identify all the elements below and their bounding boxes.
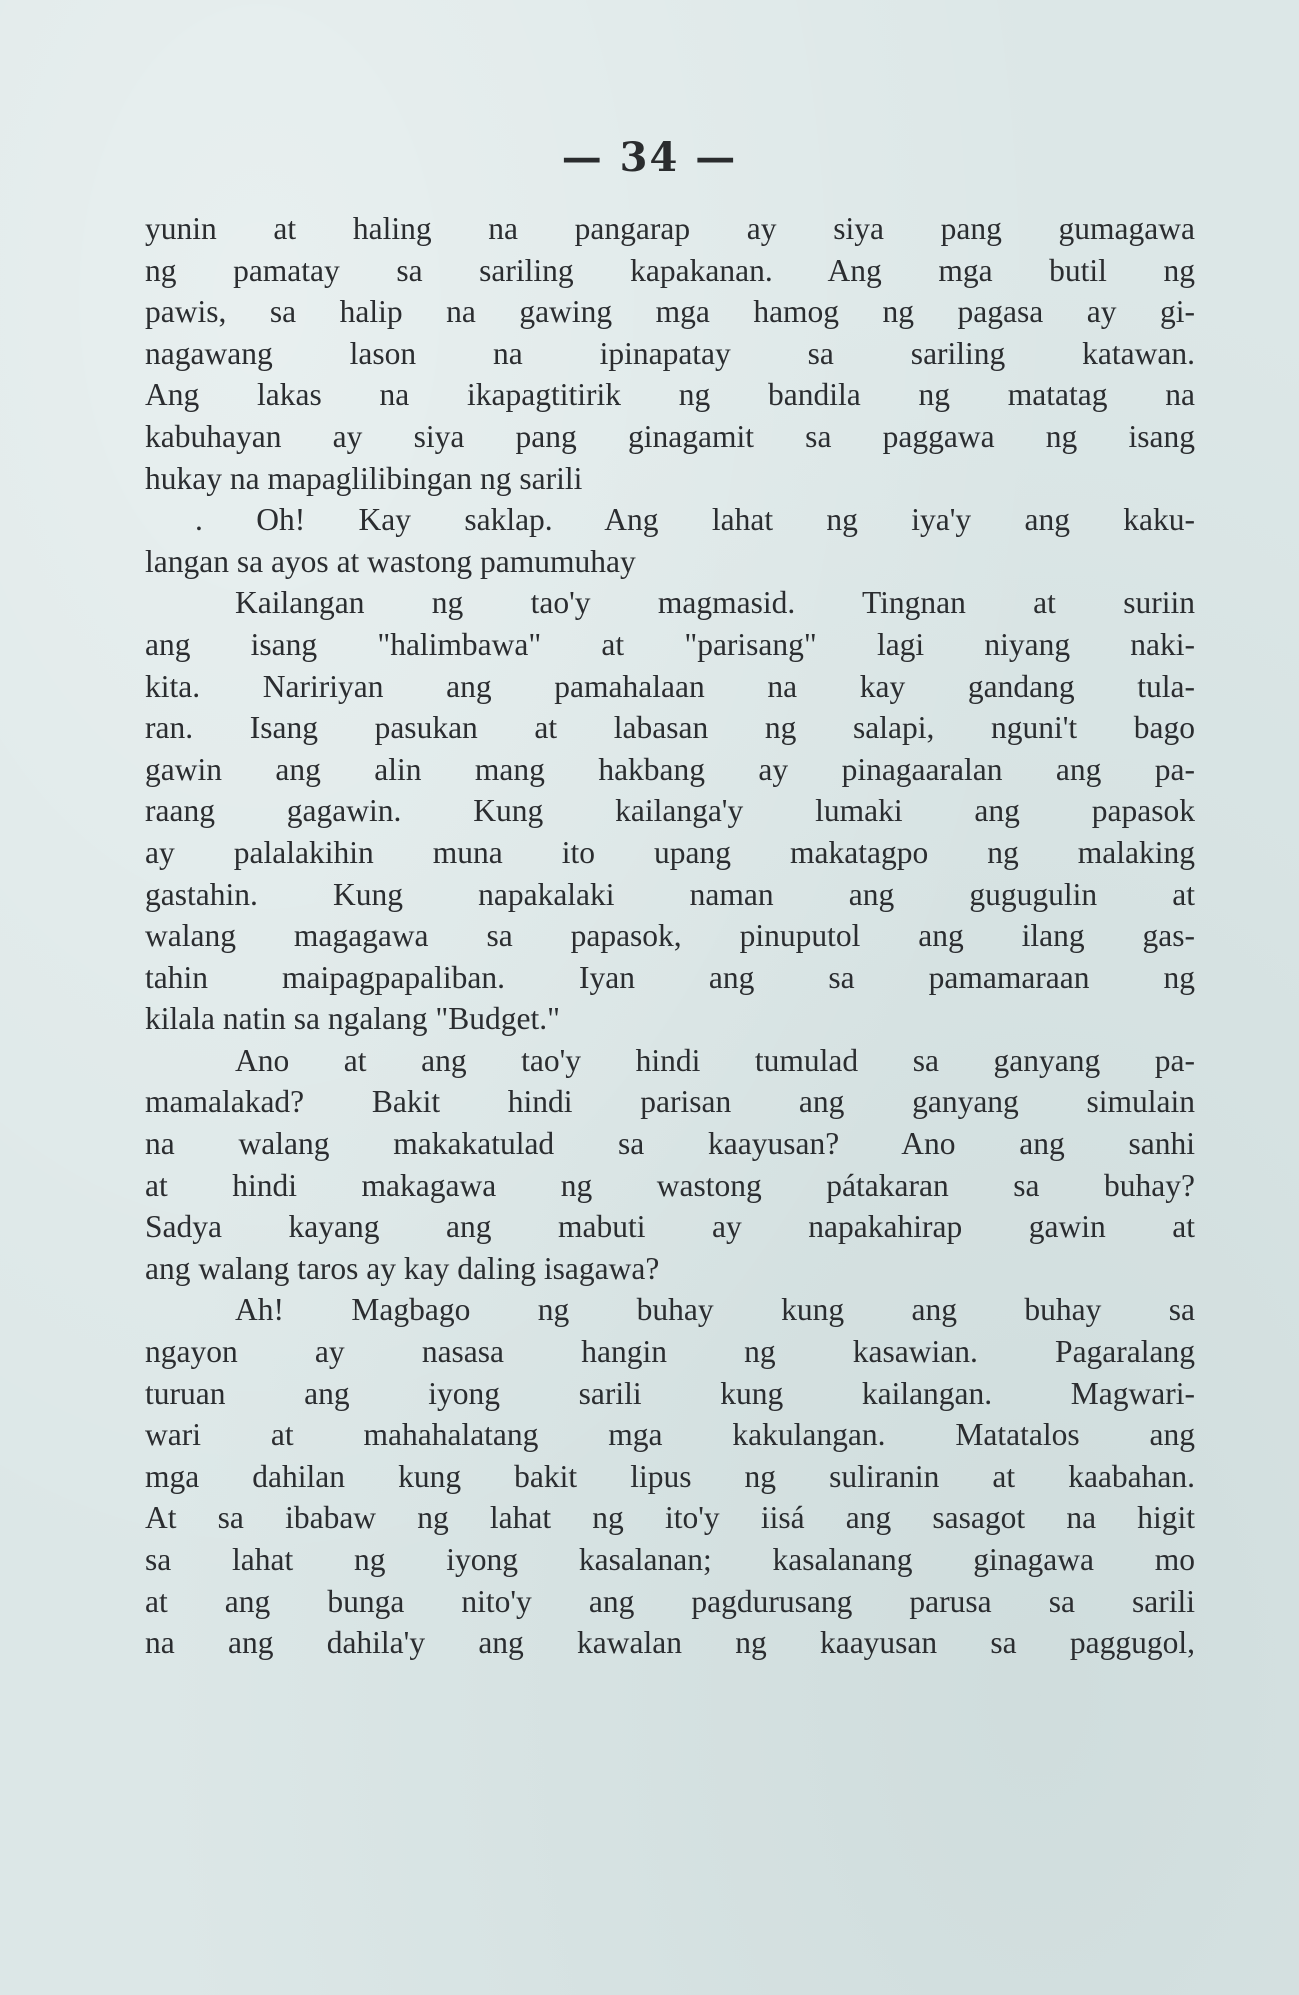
body-text [145,208,1195,1664]
text-line: ang isang "halimbawa" at "parisang" lagi niyang naki- [145,626,1195,662]
text-line: na walang makakatulad sa kaayusan? Ano ang sanhi [145,1126,1195,1162]
text-line: Ah! Magbago ng buhay kung ang buhay sa [235,1292,1195,1328]
text-line: nagawang lason na ipinapatay sa sariling katawan. [145,335,1195,371]
text-line: At sa ibabaw ng lahat ng ito'y iisá ang sasagot na higit [145,1500,1195,1536]
text-line: gastahin. Kung napakalaki naman ang gugugulin at [145,876,1195,912]
text-line: walang magagawa sa papasok, pinuputol ang ilang gas- [145,918,1195,954]
text-line: na ang dahila'y ang kawalan ng kaayusan sa paggugol, [145,1625,1195,1661]
text-line: Sadya kayang ang mabuti ay napakahirap gawin at [145,1209,1195,1245]
text-line: ay palalakihin muna ito upang makatagpo ng malaking [145,834,1195,870]
text-line: kabuhayan ay siya pang ginagamit sa paggawa ng isang [145,418,1195,454]
text-line: ang walang taros ay kay daling isagawa? [145,1250,660,1286]
text-line: at hindi makagawa ng wastong pátakaran sa buhay? [145,1167,1195,1203]
text-line: . Oh! Kay saklap. Ang lahat ng iya'y ang kaku- [195,502,1195,538]
text-line: kita. Naririyan ang pamahalaan na kay gandang tula- [145,668,1195,704]
text-line: mga dahilan kung bakit lipus ng suliranin at kaabahan. [145,1458,1195,1494]
text-line: sa lahat ng iyong kasalanan; kasalanang ginagawa mo [145,1542,1195,1577]
text-line: mamalakad? Bakit hindi parisan ang ganyang simulain [145,1084,1195,1120]
text-line: hukay na mapaglilibingan ng sarili [145,460,583,496]
text-line: Kailangan ng tao'y magmasid. Tingnan at suriin [235,585,1195,621]
text-line: wari at mahahalatang mga kakulangan. Matatalos ang [145,1417,1195,1453]
text-line: kilala natin sa ngalang "Budget." [145,1001,560,1037]
text-line: Ang lakas na ikapagtitirik ng bandila ng matatag na [145,377,1195,413]
text-line: ngayon ay nasasa hangin ng kasawian. Pagaralang [145,1334,1195,1370]
text-line: turuan ang iyong sarili kung kailangan. Magwari- [145,1375,1195,1411]
text-line: raang gagawin. Kung kailanga'y lumaki ang papasok [145,793,1195,829]
text-line: Ano at ang tao'y hindi tumulad sa ganyang pa- [235,1042,1195,1078]
text-line: ran. Isang pasukan at labasan ng salapi, nguni't bago [145,710,1195,746]
text-line: yunin at haling na pangarap ay siya pang gumagawa [145,211,1195,246]
text-line: pawis, sa halip na gawing mga hamog ng pagasa ay gi- [145,294,1195,330]
text-line: ng pamatay sa sariling kapakanan. Ang mga butil ng [145,252,1195,288]
text-line: gawin ang alin mang hakbang ay pinagaaralan ang pa- [145,751,1195,787]
text-line: at ang bunga nito'y ang pagdurusang parusa sa sarili [145,1583,1195,1619]
text-line: tahin maipagpapaliban. Iyan ang sa pamamaraan ng [145,959,1195,995]
text-line: langan sa ayos at wastong pamumuhay [145,543,636,579]
page-number: — 34 — [561,134,738,181]
